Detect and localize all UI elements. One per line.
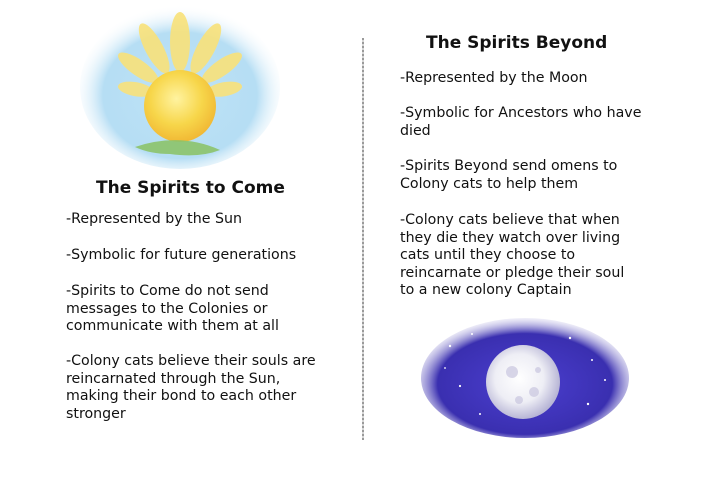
bullet: -Symbolic for Ancestors who have died bbox=[400, 105, 642, 139]
bullet: -Represented by the Moon bbox=[400, 70, 588, 86]
bullet: -Symbolic for future generations bbox=[66, 247, 297, 263]
bullet: -Colony cats believe that when they die they watch over living cats until they choose to reincarnate or pledge their soul to a new colony Captain bbox=[400, 212, 625, 299]
spirits-beyond-heading: The Spirits Beyond bbox=[426, 33, 608, 53]
spirits-to-come-heading: The Spirits to Come bbox=[96, 178, 285, 198]
sun-illustration-icon bbox=[80, 2, 280, 172]
bullet: -Represented by the Sun bbox=[66, 211, 242, 227]
moon-illustration-icon bbox=[420, 316, 630, 440]
column-divider bbox=[362, 38, 364, 440]
bullet: -Spirits to Come do not send messages to the Colonies or communicate with them at all bbox=[66, 283, 279, 335]
bullet: -Colony cats believe their souls are reincarnated through the Sun, making their bond to each other stronger bbox=[66, 353, 316, 422]
bullet: -Spirits Beyond send omens to Colony cats to help them bbox=[400, 158, 618, 192]
